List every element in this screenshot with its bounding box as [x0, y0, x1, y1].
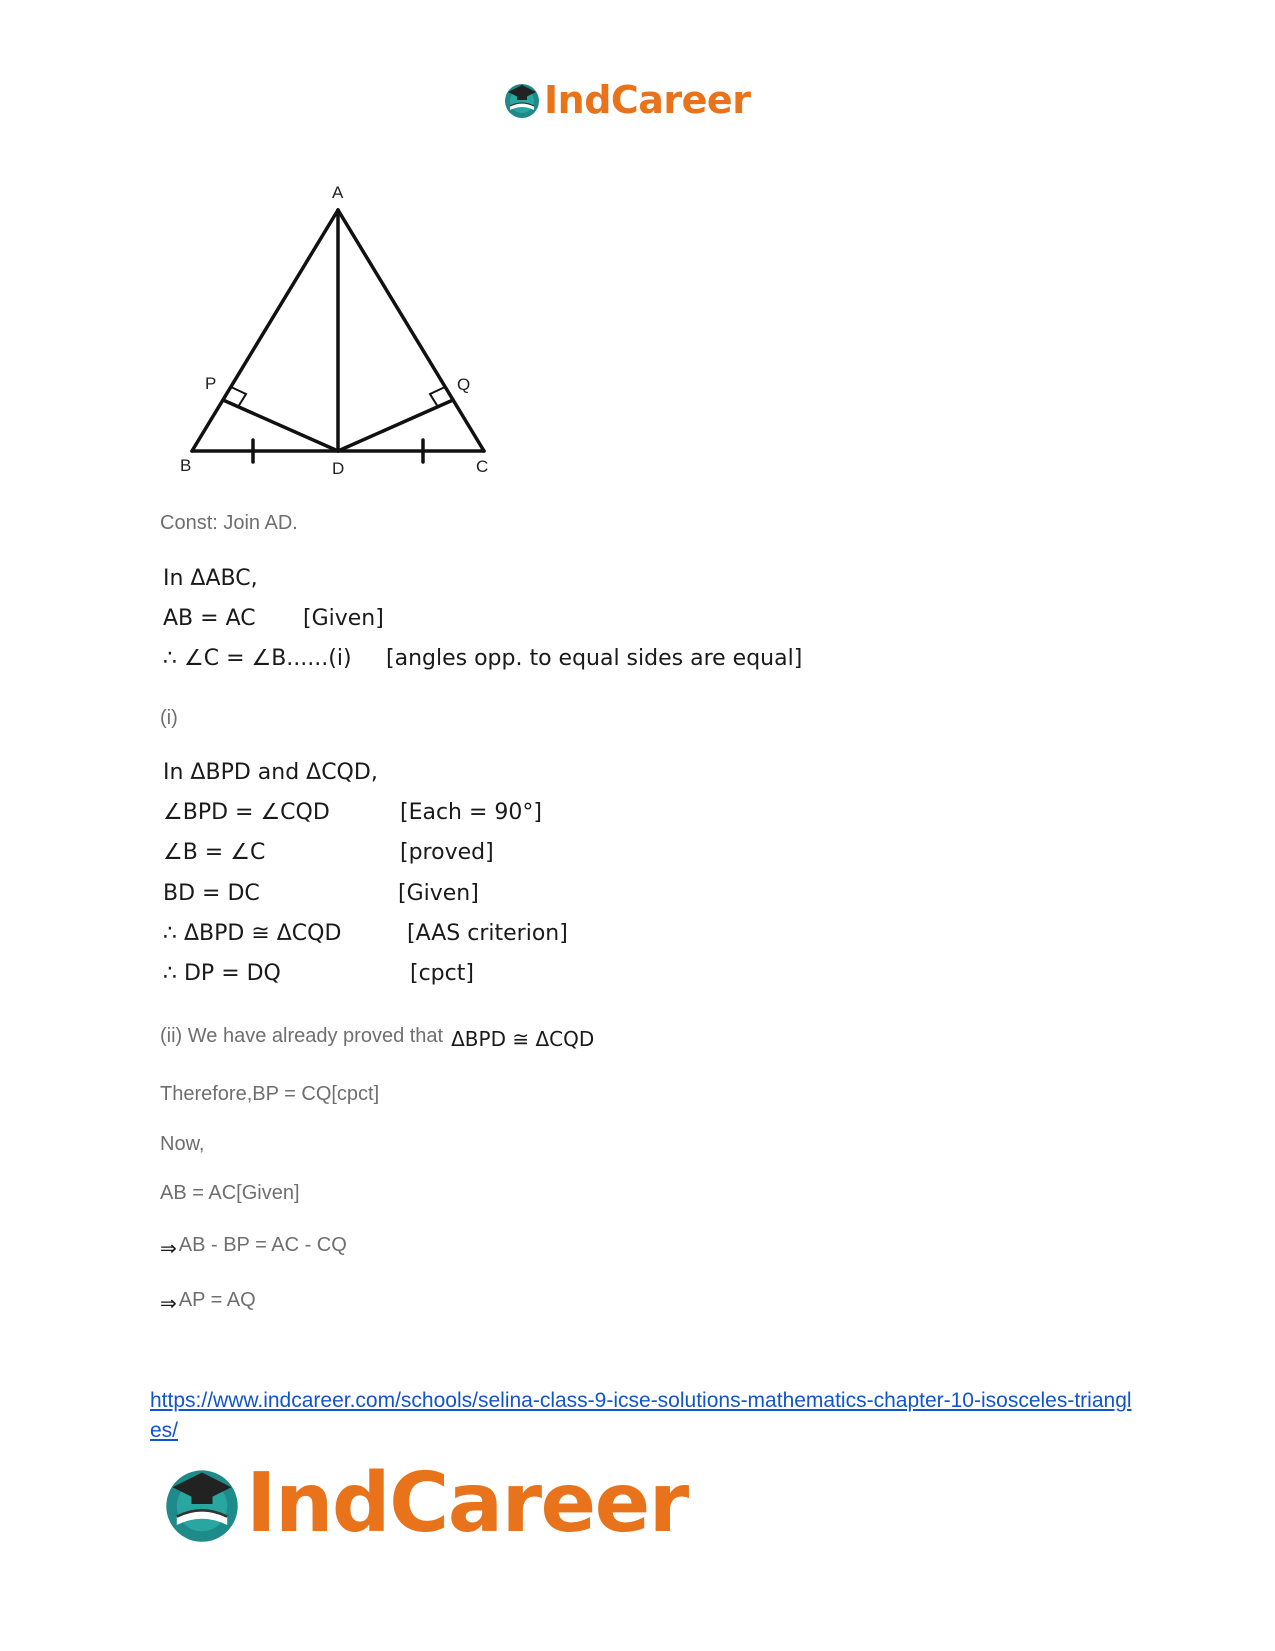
proof-reason: [Each = 90°]: [400, 800, 543, 825]
proof-reason: [angles opp. to equal sides are equal]: [386, 646, 803, 671]
label-b: B: [180, 456, 192, 475]
part-ii-intro-text: (ii) We have already proved that: [160, 1025, 444, 1047]
segment-pd: [223, 400, 338, 451]
proof-statement: ∠BPD = ∠CQD: [163, 800, 330, 825]
label-d: D: [332, 459, 345, 478]
part-ii-intro-math: ΔBPD ≅ ΔCQD: [451, 1027, 595, 1051]
isosceles-triangle-figure: [180, 178, 500, 488]
label-p: P: [205, 374, 217, 393]
proof-statement: ∠B = ∠C: [163, 840, 266, 865]
proof-statement: ∴ DP = DQ: [163, 961, 281, 986]
construction-text: Const: Join AD.: [160, 512, 298, 534]
proof-reason: [cpct]: [410, 961, 474, 986]
graduation-cap-book-globe-icon: [502, 80, 542, 120]
proof-line: In ΔBPD and ΔCQD,: [163, 760, 378, 785]
header-logo-text: IndCareer: [544, 78, 751, 122]
now-line: Now,: [160, 1133, 205, 1155]
step-2-text: AP = AQ: [178, 1289, 256, 1311]
given-line: AB = AC[Given]: [160, 1182, 300, 1204]
proof-reason: [Given]: [303, 606, 384, 631]
header-logo: [502, 80, 750, 120]
implies-icon: ⇒: [160, 1236, 177, 1260]
therefore-line: Therefore,BP = CQ[cpct]: [160, 1083, 380, 1105]
part-i-heading: (i): [160, 707, 178, 729]
footer-logo: [160, 1456, 688, 1551]
proof-statement: AB = AC: [163, 606, 256, 631]
proof-statement: ∴ ΔBPD ≅ ΔCQD: [163, 921, 342, 946]
proof-reason: [proved]: [400, 840, 494, 865]
side-ac: [338, 210, 484, 451]
proof-line: In ΔABC,: [163, 566, 258, 591]
segment-qd: [338, 400, 453, 451]
label-c: C: [476, 457, 489, 476]
label-a: A: [332, 183, 344, 202]
part-ii-intro: [160, 1023, 595, 1051]
label-q: Q: [457, 375, 471, 394]
step-line: [160, 1232, 347, 1260]
proof-reason: [AAS criterion]: [407, 921, 568, 946]
source-url-link[interactable]: https://www.indcareer.com/schools/selina-class-9-icse-solutions-mathematics-chapter-10-isosceles-triangles/: [150, 1389, 1132, 1442]
implies-icon: ⇒: [160, 1291, 177, 1315]
footer-logo-text: IndCareer: [246, 1456, 688, 1551]
step-1-text: AB - BP = AC - CQ: [178, 1234, 347, 1256]
side-ab: [192, 210, 338, 451]
proof-reason: [Given]: [398, 881, 479, 906]
graduation-cap-book-globe-icon: [160, 1462, 244, 1546]
step-line: [160, 1287, 256, 1315]
proof-statement: BD = DC: [163, 881, 260, 906]
proof-statement: ∴ ∠C = ∠B......(i): [163, 646, 352, 671]
